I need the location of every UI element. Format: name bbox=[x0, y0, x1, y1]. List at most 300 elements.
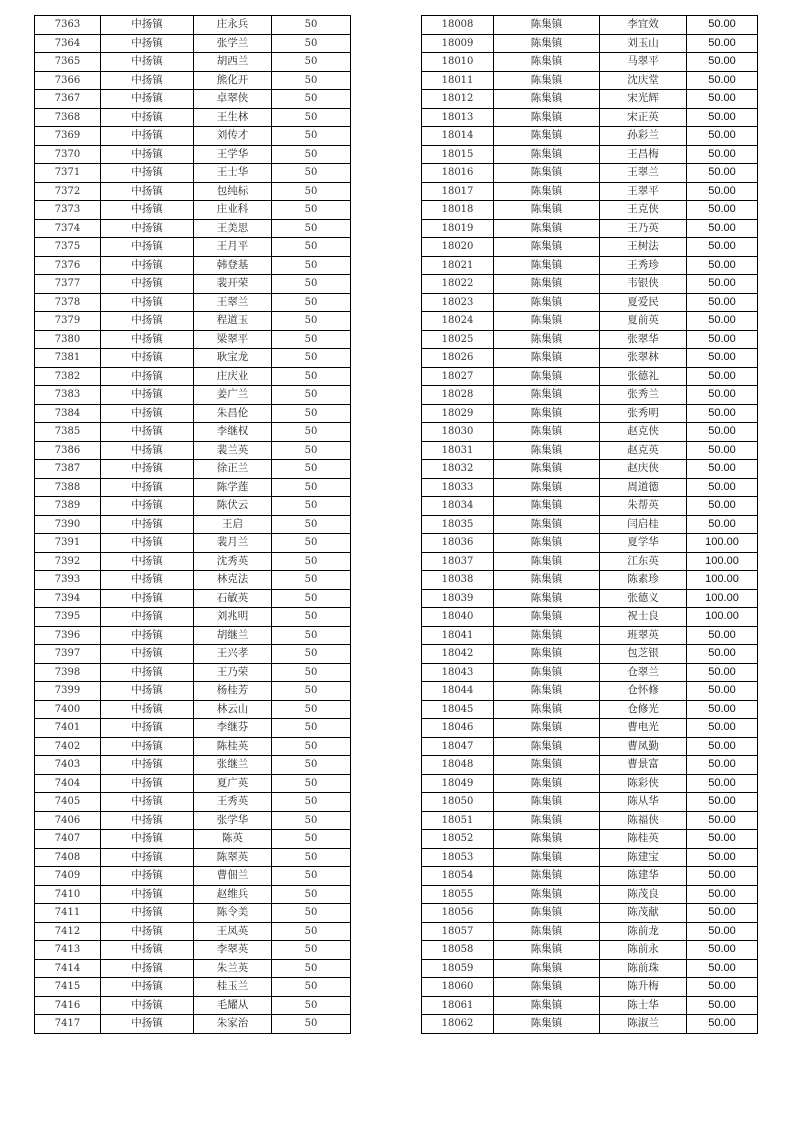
town-cell: 陈集镇 bbox=[494, 312, 600, 331]
name-cell: 陈前永 bbox=[600, 941, 687, 960]
name-cell: 王乃荣 bbox=[194, 663, 272, 682]
name-cell: 王翠兰 bbox=[194, 293, 272, 312]
record-id-cell: 18026 bbox=[422, 349, 494, 368]
town-cell: 中扬镇 bbox=[101, 941, 194, 960]
record-id-cell: 7374 bbox=[35, 219, 101, 238]
amount-cell: 50.00 bbox=[687, 441, 758, 460]
amount-cell: 50.00 bbox=[687, 663, 758, 682]
name-cell: 张学华 bbox=[194, 811, 272, 830]
town-cell: 中扬镇 bbox=[101, 34, 194, 53]
record-id-cell: 18017 bbox=[422, 182, 494, 201]
table-row bbox=[422, 1015, 758, 1034]
town-cell: 中扬镇 bbox=[101, 182, 194, 201]
amount-cell: 50 bbox=[272, 367, 351, 386]
name-cell: 韩登基 bbox=[194, 256, 272, 275]
town-cell: 中扬镇 bbox=[101, 293, 194, 312]
amount-cell: 50.00 bbox=[687, 885, 758, 904]
town-cell: 陈集镇 bbox=[494, 349, 600, 368]
amount-cell: 50.00 bbox=[687, 460, 758, 479]
town-cell: 中扬镇 bbox=[101, 404, 194, 423]
record-id-cell: 7414 bbox=[35, 959, 101, 978]
name-cell: 陈建华 bbox=[600, 867, 687, 886]
town-cell: 陈集镇 bbox=[494, 127, 600, 146]
town-cell: 中扬镇 bbox=[101, 552, 194, 571]
town-cell: 中扬镇 bbox=[101, 219, 194, 238]
record-id-cell: 7382 bbox=[35, 367, 101, 386]
name-cell: 祝士良 bbox=[600, 608, 687, 627]
town-cell: 中扬镇 bbox=[101, 793, 194, 812]
name-cell: 李继权 bbox=[194, 423, 272, 442]
town-cell: 中扬镇 bbox=[101, 589, 194, 608]
name-cell: 王学华 bbox=[194, 145, 272, 164]
record-id-cell: 7387 bbox=[35, 460, 101, 479]
amount-cell: 50 bbox=[272, 478, 351, 497]
name-cell: 陈英 bbox=[194, 830, 272, 849]
record-id-cell: 7380 bbox=[35, 330, 101, 349]
record-id-cell: 7411 bbox=[35, 904, 101, 923]
record-id-cell: 7368 bbox=[35, 108, 101, 127]
record-id-cell: 7381 bbox=[35, 349, 101, 368]
town-cell: 陈集镇 bbox=[494, 978, 600, 997]
town-cell: 陈集镇 bbox=[494, 386, 600, 405]
record-id-cell: 7398 bbox=[35, 663, 101, 682]
record-id-cell: 18008 bbox=[422, 16, 494, 35]
table-row bbox=[35, 256, 351, 275]
amount-cell: 50 bbox=[272, 626, 351, 645]
name-cell: 李继芬 bbox=[194, 719, 272, 738]
record-id-cell: 7388 bbox=[35, 478, 101, 497]
amount-cell: 50 bbox=[272, 793, 351, 812]
amount-cell: 50 bbox=[272, 737, 351, 756]
record-id-cell: 7413 bbox=[35, 941, 101, 960]
town-cell: 中扬镇 bbox=[101, 367, 194, 386]
name-cell: 庄庆业 bbox=[194, 367, 272, 386]
amount-cell: 50 bbox=[272, 404, 351, 423]
table-row bbox=[35, 941, 351, 960]
name-cell: 梁翠平 bbox=[194, 330, 272, 349]
record-id-cell: 18025 bbox=[422, 330, 494, 349]
amount-cell: 50 bbox=[272, 182, 351, 201]
record-id-cell: 18015 bbox=[422, 145, 494, 164]
town-cell: 中扬镇 bbox=[101, 626, 194, 645]
town-cell: 陈集镇 bbox=[494, 848, 600, 867]
name-cell: 赵维兵 bbox=[194, 885, 272, 904]
table-row bbox=[422, 330, 758, 349]
name-cell: 裴兰英 bbox=[194, 441, 272, 460]
amount-cell: 50 bbox=[272, 904, 351, 923]
town-cell: 中扬镇 bbox=[101, 645, 194, 664]
record-id-cell: 7389 bbox=[35, 497, 101, 516]
table-row bbox=[35, 182, 351, 201]
record-id-cell: 18039 bbox=[422, 589, 494, 608]
name-cell: 包纯标 bbox=[194, 182, 272, 201]
name-cell: 刘玉山 bbox=[600, 34, 687, 53]
record-id-cell: 7384 bbox=[35, 404, 101, 423]
town-cell: 中扬镇 bbox=[101, 53, 194, 72]
amount-cell: 50 bbox=[272, 589, 351, 608]
table-row bbox=[35, 90, 351, 109]
record-id-cell: 7366 bbox=[35, 71, 101, 90]
amount-cell: 50 bbox=[272, 719, 351, 738]
table-row bbox=[35, 238, 351, 257]
table-row bbox=[35, 571, 351, 590]
amount-cell: 50 bbox=[272, 330, 351, 349]
table-row bbox=[422, 793, 758, 812]
name-cell: 赵克英 bbox=[600, 441, 687, 460]
record-id-cell: 18055 bbox=[422, 885, 494, 904]
name-cell: 王树法 bbox=[600, 238, 687, 257]
name-cell: 张继兰 bbox=[194, 756, 272, 775]
record-id-cell: 18011 bbox=[422, 71, 494, 90]
record-id-cell: 18060 bbox=[422, 978, 494, 997]
record-id-cell: 18042 bbox=[422, 645, 494, 664]
table-row bbox=[35, 34, 351, 53]
name-cell: 卓翠侠 bbox=[194, 90, 272, 109]
record-id-cell: 18018 bbox=[422, 201, 494, 220]
table-row bbox=[422, 774, 758, 793]
record-id-cell: 18051 bbox=[422, 811, 494, 830]
name-cell: 陈素珍 bbox=[600, 571, 687, 590]
amount-cell: 50 bbox=[272, 386, 351, 405]
name-cell: 仓怀修 bbox=[600, 682, 687, 701]
record-id-cell: 18028 bbox=[422, 386, 494, 405]
name-cell: 庄永兵 bbox=[194, 16, 272, 35]
amount-cell: 50 bbox=[272, 127, 351, 146]
table-row bbox=[422, 996, 758, 1015]
amount-cell: 50 bbox=[272, 201, 351, 220]
amount-cell: 50 bbox=[272, 774, 351, 793]
name-cell: 林云山 bbox=[194, 700, 272, 719]
town-cell: 陈集镇 bbox=[494, 219, 600, 238]
name-cell: 石敏英 bbox=[194, 589, 272, 608]
town-cell: 中扬镇 bbox=[101, 16, 194, 35]
name-cell: 刘传才 bbox=[194, 127, 272, 146]
name-cell: 王秀珍 bbox=[600, 256, 687, 275]
amount-cell: 50 bbox=[272, 53, 351, 72]
town-cell: 中扬镇 bbox=[101, 497, 194, 516]
amount-cell: 50 bbox=[272, 238, 351, 257]
amount-cell: 50 bbox=[272, 108, 351, 127]
record-id-cell: 7376 bbox=[35, 256, 101, 275]
town-cell: 中扬镇 bbox=[101, 996, 194, 1015]
table-row bbox=[35, 16, 351, 35]
name-cell: 赵克侠 bbox=[600, 423, 687, 442]
town-cell: 陈集镇 bbox=[494, 867, 600, 886]
record-id-cell: 7403 bbox=[35, 756, 101, 775]
amount-cell: 50 bbox=[272, 145, 351, 164]
amount-cell: 50 bbox=[272, 219, 351, 238]
amount-cell: 50.00 bbox=[687, 275, 758, 294]
town-cell: 中扬镇 bbox=[101, 423, 194, 442]
amount-cell: 50.00 bbox=[687, 700, 758, 719]
table-row bbox=[422, 423, 758, 442]
amount-cell: 50.00 bbox=[687, 145, 758, 164]
table-row bbox=[422, 941, 758, 960]
name-cell: 闫启桂 bbox=[600, 515, 687, 534]
amount-cell: 50.00 bbox=[687, 478, 758, 497]
name-cell: 沈庆堂 bbox=[600, 71, 687, 90]
name-cell: 李宜效 bbox=[600, 16, 687, 35]
town-cell: 陈集镇 bbox=[494, 904, 600, 923]
name-cell: 张学兰 bbox=[194, 34, 272, 53]
table-row bbox=[35, 423, 351, 442]
amount-cell: 50 bbox=[272, 293, 351, 312]
table-row bbox=[35, 201, 351, 220]
table-row bbox=[422, 737, 758, 756]
town-cell: 陈集镇 bbox=[494, 571, 600, 590]
name-cell: 陈令美 bbox=[194, 904, 272, 923]
town-cell: 中扬镇 bbox=[101, 774, 194, 793]
town-cell: 中扬镇 bbox=[101, 515, 194, 534]
amount-cell: 50 bbox=[272, 811, 351, 830]
table-row bbox=[422, 959, 758, 978]
town-cell: 陈集镇 bbox=[494, 182, 600, 201]
table-row bbox=[35, 959, 351, 978]
amount-cell: 50 bbox=[272, 423, 351, 442]
record-id-cell: 18045 bbox=[422, 700, 494, 719]
right-roster-table bbox=[421, 15, 758, 1034]
name-cell: 王士华 bbox=[194, 164, 272, 183]
record-id-cell: 7364 bbox=[35, 34, 101, 53]
town-cell: 陈集镇 bbox=[494, 534, 600, 553]
town-cell: 中扬镇 bbox=[101, 201, 194, 220]
name-cell: 陈伏云 bbox=[194, 497, 272, 516]
name-cell: 王生林 bbox=[194, 108, 272, 127]
table-row bbox=[422, 386, 758, 405]
town-cell: 陈集镇 bbox=[494, 367, 600, 386]
name-cell: 沈秀英 bbox=[194, 552, 272, 571]
name-cell: 王昌梅 bbox=[600, 145, 687, 164]
amount-cell: 50.00 bbox=[687, 34, 758, 53]
table-row bbox=[422, 293, 758, 312]
record-id-cell: 18053 bbox=[422, 848, 494, 867]
town-cell: 中扬镇 bbox=[101, 256, 194, 275]
town-cell: 陈集镇 bbox=[494, 164, 600, 183]
amount-cell: 50 bbox=[272, 571, 351, 590]
amount-cell: 50.00 bbox=[687, 904, 758, 923]
amount-cell: 100.00 bbox=[687, 608, 758, 627]
record-id-cell: 18049 bbox=[422, 774, 494, 793]
name-cell: 仓修光 bbox=[600, 700, 687, 719]
amount-cell: 50 bbox=[272, 16, 351, 35]
amount-cell: 50 bbox=[272, 848, 351, 867]
record-id-cell: 18061 bbox=[422, 996, 494, 1015]
table-row bbox=[35, 737, 351, 756]
record-id-cell: 7417 bbox=[35, 1015, 101, 1034]
table-row bbox=[422, 904, 758, 923]
town-cell: 中扬镇 bbox=[101, 737, 194, 756]
table-row bbox=[422, 682, 758, 701]
name-cell: 王兴孝 bbox=[194, 645, 272, 664]
amount-cell: 50.00 bbox=[687, 330, 758, 349]
record-id-cell: 18050 bbox=[422, 793, 494, 812]
amount-cell: 50.00 bbox=[687, 127, 758, 146]
record-id-cell: 7367 bbox=[35, 90, 101, 109]
left-roster-body bbox=[35, 16, 351, 1034]
record-id-cell: 18044 bbox=[422, 682, 494, 701]
record-id-cell: 18034 bbox=[422, 497, 494, 516]
name-cell: 陈升梅 bbox=[600, 978, 687, 997]
name-cell: 朱昌伦 bbox=[194, 404, 272, 423]
table-row bbox=[35, 441, 351, 460]
table-row bbox=[422, 645, 758, 664]
town-cell: 陈集镇 bbox=[494, 626, 600, 645]
name-cell: 陈从华 bbox=[600, 793, 687, 812]
record-id-cell: 18032 bbox=[422, 460, 494, 479]
table-row bbox=[35, 275, 351, 294]
table-row bbox=[422, 885, 758, 904]
table-row bbox=[422, 441, 758, 460]
name-cell: 朱帮英 bbox=[600, 497, 687, 516]
town-cell: 陈集镇 bbox=[494, 589, 600, 608]
record-id-cell: 7379 bbox=[35, 312, 101, 331]
amount-cell: 50 bbox=[272, 608, 351, 627]
record-id-cell: 18023 bbox=[422, 293, 494, 312]
name-cell: 熊化开 bbox=[194, 71, 272, 90]
town-cell: 中扬镇 bbox=[101, 460, 194, 479]
record-id-cell: 18021 bbox=[422, 256, 494, 275]
name-cell: 庄业科 bbox=[194, 201, 272, 220]
table-row bbox=[35, 349, 351, 368]
town-cell: 中扬镇 bbox=[101, 534, 194, 553]
town-cell: 陈集镇 bbox=[494, 756, 600, 775]
amount-cell: 50.00 bbox=[687, 71, 758, 90]
town-cell: 陈集镇 bbox=[494, 830, 600, 849]
table-row bbox=[422, 626, 758, 645]
table-row bbox=[35, 293, 351, 312]
town-cell: 中扬镇 bbox=[101, 867, 194, 886]
amount-cell: 50 bbox=[272, 441, 351, 460]
table-row bbox=[422, 256, 758, 275]
table-row bbox=[422, 589, 758, 608]
amount-cell: 50.00 bbox=[687, 867, 758, 886]
record-id-cell: 7363 bbox=[35, 16, 101, 35]
table-row bbox=[422, 127, 758, 146]
record-id-cell: 18020 bbox=[422, 238, 494, 257]
amount-cell: 50.00 bbox=[687, 774, 758, 793]
amount-cell: 50 bbox=[272, 756, 351, 775]
table-row bbox=[35, 682, 351, 701]
town-cell: 陈集镇 bbox=[494, 996, 600, 1015]
record-id-cell: 7386 bbox=[35, 441, 101, 460]
amount-cell: 50.00 bbox=[687, 645, 758, 664]
table-row bbox=[35, 885, 351, 904]
record-id-cell: 18029 bbox=[422, 404, 494, 423]
name-cell: 夏广英 bbox=[194, 774, 272, 793]
name-cell: 耿宝龙 bbox=[194, 349, 272, 368]
amount-cell: 50 bbox=[272, 700, 351, 719]
name-cell: 陈桂英 bbox=[600, 830, 687, 849]
amount-cell: 50 bbox=[272, 34, 351, 53]
name-cell: 陈翠英 bbox=[194, 848, 272, 867]
amount-cell: 50.00 bbox=[687, 404, 758, 423]
town-cell: 中扬镇 bbox=[101, 756, 194, 775]
town-cell: 中扬镇 bbox=[101, 386, 194, 405]
record-id-cell: 18054 bbox=[422, 867, 494, 886]
amount-cell: 50 bbox=[272, 515, 351, 534]
table-row bbox=[422, 830, 758, 849]
record-id-cell: 7394 bbox=[35, 589, 101, 608]
town-cell: 陈集镇 bbox=[494, 774, 600, 793]
town-cell: 陈集镇 bbox=[494, 608, 600, 627]
record-id-cell: 18036 bbox=[422, 534, 494, 553]
town-cell: 陈集镇 bbox=[494, 441, 600, 460]
table-row bbox=[35, 756, 351, 775]
record-id-cell: 18013 bbox=[422, 108, 494, 127]
town-cell: 陈集镇 bbox=[494, 108, 600, 127]
town-cell: 中扬镇 bbox=[101, 312, 194, 331]
amount-cell: 50.00 bbox=[687, 497, 758, 516]
table-row bbox=[35, 478, 351, 497]
table-row bbox=[35, 312, 351, 331]
left-roster-table bbox=[34, 15, 351, 1034]
table-row bbox=[422, 367, 758, 386]
table-row bbox=[35, 904, 351, 923]
amount-cell: 50.00 bbox=[687, 238, 758, 257]
table-row bbox=[35, 404, 351, 423]
amount-cell: 50 bbox=[272, 534, 351, 553]
town-cell: 中扬镇 bbox=[101, 330, 194, 349]
name-cell: 胡西兰 bbox=[194, 53, 272, 72]
amount-cell: 50 bbox=[272, 256, 351, 275]
town-cell: 陈集镇 bbox=[494, 497, 600, 516]
table-row bbox=[35, 793, 351, 812]
record-id-cell: 7409 bbox=[35, 867, 101, 886]
table-row bbox=[422, 404, 758, 423]
record-id-cell: 18043 bbox=[422, 663, 494, 682]
name-cell: 孙彩兰 bbox=[600, 127, 687, 146]
town-cell: 中扬镇 bbox=[101, 830, 194, 849]
town-cell: 陈集镇 bbox=[494, 145, 600, 164]
table-row bbox=[422, 922, 758, 941]
record-id-cell: 7378 bbox=[35, 293, 101, 312]
amount-cell: 50 bbox=[272, 682, 351, 701]
table-row bbox=[35, 700, 351, 719]
town-cell: 中扬镇 bbox=[101, 238, 194, 257]
record-id-cell: 18062 bbox=[422, 1015, 494, 1034]
table-row bbox=[35, 645, 351, 664]
name-cell: 班翠英 bbox=[600, 626, 687, 645]
table-row bbox=[35, 1015, 351, 1034]
table-row bbox=[422, 16, 758, 35]
amount-cell: 50.00 bbox=[687, 922, 758, 941]
record-id-cell: 7416 bbox=[35, 996, 101, 1015]
table-row bbox=[422, 164, 758, 183]
town-cell: 陈集镇 bbox=[494, 811, 600, 830]
record-id-cell: 7393 bbox=[35, 571, 101, 590]
name-cell: 王乃英 bbox=[600, 219, 687, 238]
amount-cell: 50.00 bbox=[687, 959, 758, 978]
record-id-cell: 18031 bbox=[422, 441, 494, 460]
record-id-cell: 18033 bbox=[422, 478, 494, 497]
town-cell: 陈集镇 bbox=[494, 663, 600, 682]
record-id-cell: 18009 bbox=[422, 34, 494, 53]
name-cell: 江东英 bbox=[600, 552, 687, 571]
town-cell: 中扬镇 bbox=[101, 90, 194, 109]
amount-cell: 50.00 bbox=[687, 1015, 758, 1034]
record-id-cell: 18037 bbox=[422, 552, 494, 571]
table-row bbox=[35, 534, 351, 553]
record-id-cell: 7397 bbox=[35, 645, 101, 664]
table-row bbox=[35, 848, 351, 867]
table-row bbox=[35, 608, 351, 627]
name-cell: 陈前珠 bbox=[600, 959, 687, 978]
amount-cell: 50 bbox=[272, 164, 351, 183]
name-cell: 裴月兰 bbox=[194, 534, 272, 553]
amount-cell: 50 bbox=[272, 552, 351, 571]
town-cell: 陈集镇 bbox=[494, 404, 600, 423]
town-cell: 陈集镇 bbox=[494, 53, 600, 72]
